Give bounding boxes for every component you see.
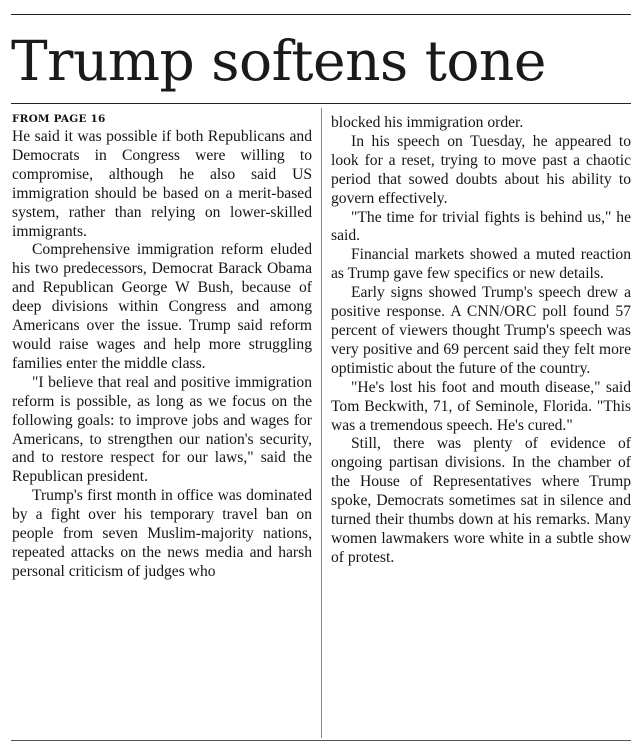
paragraph: Comprehensive immigration reform eluded his two predecessors, Democrat Barack Obama and Republican George W Bush, because of deep divisions within Congress and among Americans over the issue. Trump said reform would raise wages and help more struggling families enter the middle class. bbox=[12, 241, 312, 372]
paragraph: blocked his immigration order. bbox=[331, 114, 524, 131]
article-column-left bbox=[12, 112, 312, 582]
headline-rule bbox=[11, 103, 631, 104]
paragraph: Financial markets showed a muted reaction as Trump gave few specifics or new details. bbox=[331, 246, 631, 283]
column-divider bbox=[321, 108, 322, 738]
paragraph: Early signs showed Trump's speech drew a positive response. A CNN/ORC poll found 57 percent of viewers thought Trump's speech was very positive and 69 percent said they felt more optimistic about the future of the country. bbox=[331, 284, 631, 377]
headline: Trump softens tone bbox=[11, 29, 546, 93]
paragraph: Trump's first month in office was dominated by a fight over his temporary travel ban on people from seven Muslim-majority nations, repeated attacks on the news media and harsh personal criticism of judges who bbox=[12, 487, 312, 580]
continued-from-label: FROM PAGE 16 bbox=[12, 113, 106, 125]
paragraph: In his speech on Tuesday, he appeared to look for a reset, trying to move past a chaotic period that sowed doubts about his ability to govern effectively. bbox=[331, 132, 631, 207]
paragraph: "I believe that real and positive immigration reform is possible, as long as we focus on the following goals: to improve jobs and wages for Americans, to strengthen our nation's security, and to restore respect for our laws," said the Republican president. bbox=[12, 373, 312, 486]
paragraph: "The time for trivial fights is behind us," he said. bbox=[331, 208, 631, 245]
paragraph: Still, there was plenty of evidence of ongoing partisan divisions. In the chamber of the House of Representatives where Trump spoke, Democrats sometimes sat in silence and turned their thumbs down at his remarks. Many women lawmakers wore white in a subtle show of protest. bbox=[331, 435, 631, 566]
paragraph: He said it was possible if both Republicans and Democrats in Congress were willing to compromise, although he also said US immigration should be based on a merit-based system, rather than relying on lower-skilled immigrants. bbox=[12, 128, 312, 240]
paragraph: "He's lost his foot and mouth disease," said Tom Beckwith, 71, of Seminole, Florida. "This was a tremendous speech. He's cured." bbox=[331, 378, 631, 434]
bottom-rule bbox=[11, 740, 631, 741]
article-column-right bbox=[331, 114, 631, 568]
top-rule bbox=[11, 14, 631, 15]
